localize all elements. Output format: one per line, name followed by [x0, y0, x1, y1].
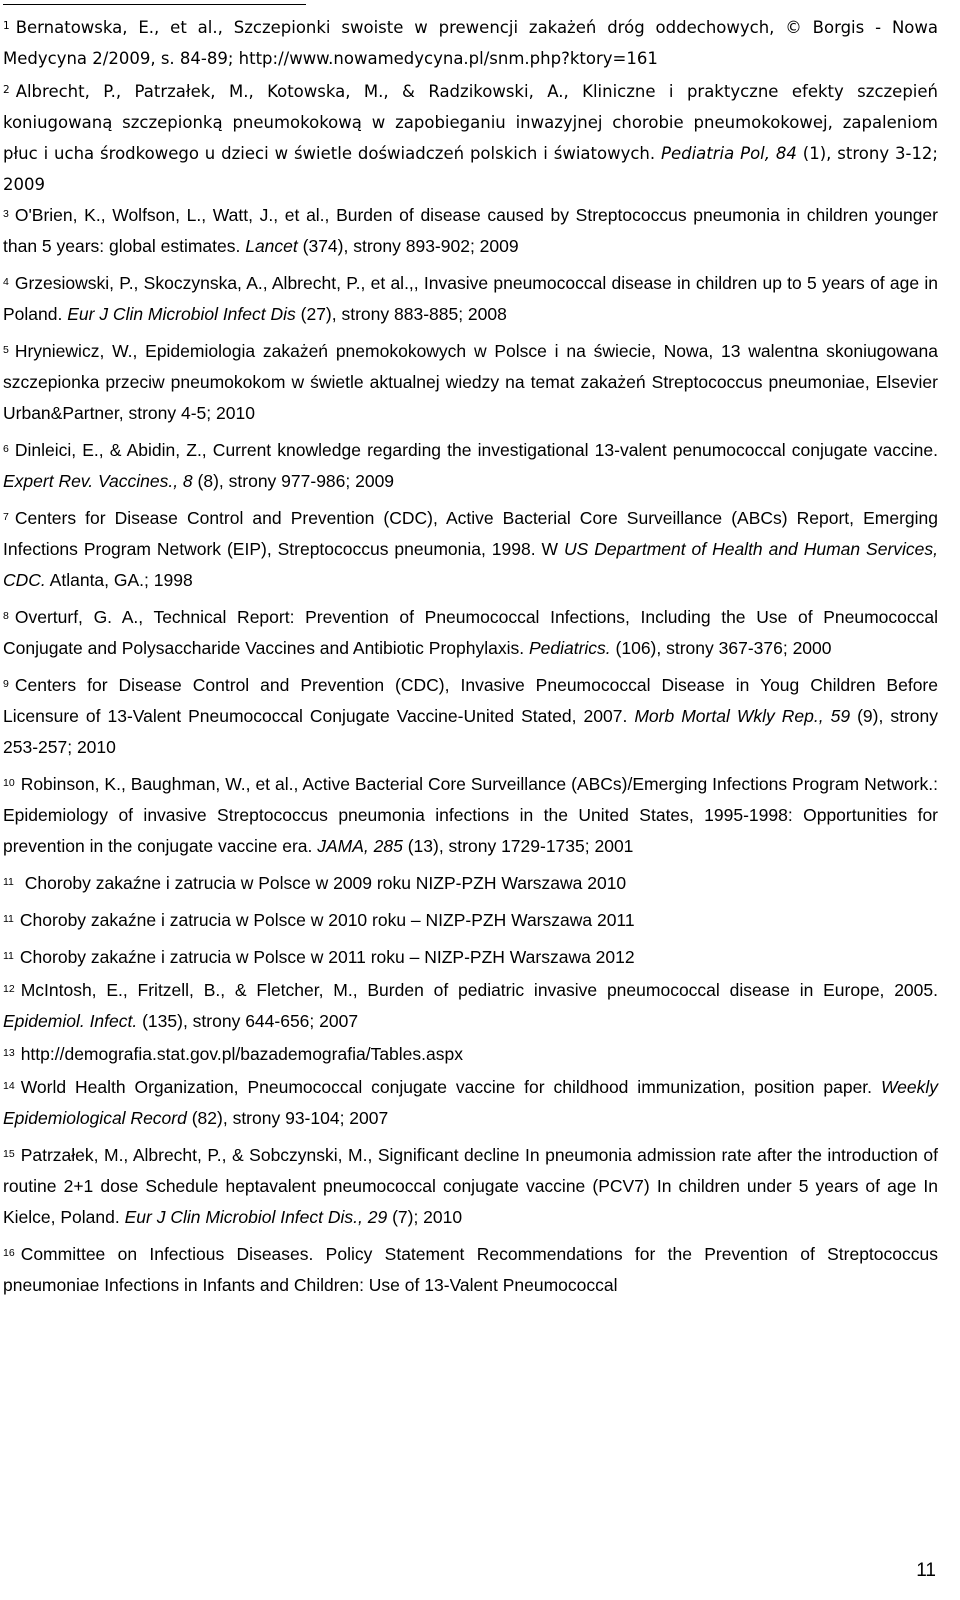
reference-source-italic: Weekly Epidemiological Record: [3, 1077, 938, 1128]
reference-number: 6: [3, 443, 9, 456]
reference-text: (7); 2010: [387, 1207, 463, 1227]
reference-source-italic: Morb Mortal Wkly Rep., 59: [634, 706, 851, 726]
reference-entry: [3, 76, 938, 200]
reference-number: 11: [3, 876, 14, 889]
reference-entry: [3, 1239, 938, 1301]
reference-number: 8: [3, 610, 9, 623]
page-number: 11: [916, 1560, 936, 1581]
reference-text: McIntosh, E., Fritzell, B., & Fletcher, M., Burden of pediatric invasive pneumococcal disease in Europe, 2005.: [20, 980, 938, 1000]
reference-entry: [3, 1039, 938, 1070]
reference-entry: [3, 670, 938, 763]
reference-entry: [3, 12, 938, 74]
reference-text: (106), strony 367-376; 2000: [610, 638, 832, 658]
reference-entry: [3, 268, 938, 330]
reference-entry: [3, 942, 938, 973]
reference-entry: [3, 769, 938, 862]
reference-text: Bernatowska, E., et al., Szczepionki swoiste w prewencji zakażeń dróg oddechowych, © Borgis - Nowa Medycyna 2/2009, s. 84-89; http://www.nowamedycyna.pl/snm.php?ktory=161: [3, 18, 938, 68]
reference-text: (8), strony 977-986; 2009: [192, 471, 395, 491]
reference-number: 11: [3, 913, 14, 926]
reference-text: http://demografia.stat.gov.pl/bazademografia/Tables.aspx: [20, 1044, 463, 1064]
reference-text: Dinleici, E., & Abidin, Z., Current knowledge regarding the investigational 13-valent penumococcal conjugate vaccine.: [14, 440, 938, 460]
reference-source-italic: Epidemiol. Infect.: [3, 1011, 138, 1031]
reference-number: 4: [3, 276, 9, 289]
reference-entry: [3, 868, 938, 899]
reference-text: Atlanta, GA.; 1998: [45, 570, 193, 590]
reference-source-italic: Pediatrics.: [528, 638, 611, 658]
reference-text: Choroby zakaźne i zatrucia w Polsce w 2009 roku NIZP-PZH Warszawa 2010: [19, 873, 627, 893]
reference-source-italic: Pediatria Pol, 84: [661, 144, 797, 163]
reference-number: 1: [3, 20, 10, 33]
reference-text: Overturf, G. A., Technical Report: Prevention of Pneumococcal Infections, Including the Use of Pneumococcal Conjugate and Polysaccharide Vaccines and Antibiotic Prophylaxis.: [3, 607, 938, 658]
reference-entry: [3, 200, 938, 262]
reference-text: (82), strony 93-104; 2007: [186, 1108, 389, 1128]
reference-text: Robinson, K., Baughman, W., et al., Active Bacterial Core Surveillance (ABCs)/Emerging Infections Program Network.: Epidemiology of invasive Streptococcus pneumonia infections in the United States, 1995-1998: Opportunities for prevention in the conjugate vaccine era.: [3, 774, 938, 856]
reference-text: Committee on Infectious Diseases. Policy Statement Recommendations for the Prevention of Streptococcus pneumoniae Infections in Infants and Children: Use of 13-Valent Pneumococcal: [3, 1244, 938, 1295]
footnote-separator-line: [3, 4, 306, 5]
reference-number: 11: [3, 950, 14, 963]
reference-text: Choroby zakaźne i zatrucia w Polsce w 2011 roku – NIZP-PZH Warszawa 2012: [19, 947, 635, 967]
reference-source-italic: JAMA, 285: [317, 836, 403, 856]
reference-text: (9), strony 253-257; 2010: [3, 706, 938, 757]
reference-number: 2: [3, 84, 10, 97]
reference-text: (27), strony 883-885; 2008: [295, 304, 507, 324]
reference-text: Centers for Disease Control and Prevention (CDC), Invasive Pneumococcal Disease in Youg Children Before Licensure of 13-Valent Pneumococcal Conjugate Vaccine-United Stated, 2007.: [3, 675, 938, 726]
reference-number: 3: [3, 208, 9, 221]
reference-text: World Health Organization, Pneumococcal conjugate vaccine for childhood immunization, position paper.: [20, 1077, 881, 1097]
reference-entry: [3, 602, 938, 664]
reference-number: 15: [3, 1148, 15, 1161]
reference-number: 10: [3, 777, 15, 790]
reference-list: [3, 12, 938, 1307]
reference-number: 7: [3, 511, 9, 524]
reference-text: (1), strony 3-12; 2009: [3, 144, 938, 194]
reference-number: 16: [3, 1247, 15, 1260]
reference-text: (13), strony 1729-1735; 2001: [402, 836, 634, 856]
reference-text: (374), strony 893-902; 2009: [297, 236, 519, 256]
reference-text: Centers for Disease Control and Prevention (CDC), Active Bacterial Core Surveillance (ABCs) Report, Emerging Infections Program Network (EIP), Streptococcus pneumonia, 1998. W: [3, 508, 938, 559]
reference-text: Hryniewicz, W., Epidemiologia zakażeń pnemokokowych w Polsce i na świecie, Nowa, 13 walentna skoniugowana szczepionka przeciw pneumokokom w świetle aktualnej wiedzy na temat zakażeń Streptococcus pneumoniae, Elsevier Urban&Partner, strony 4-5; 2010: [3, 341, 938, 423]
reference-number: 14: [3, 1080, 15, 1093]
reference-source-italic: Expert Rev. Vaccines., 8: [3, 471, 193, 491]
reference-entry: [3, 336, 938, 429]
reference-source-italic: Eur J Clin Microbiol Infect Dis: [67, 304, 296, 324]
reference-source-italic: Lancet: [245, 236, 298, 256]
reference-text: Patrzałek, M., Albrecht, P., & Sobczynski, M., Significant decline In pneumonia admission rate after the introduction of routine 2+1 dose Schedule heptavalent pneumococcal conjugate vaccine (PCV7) In children under 5 years of age In Kielce, Poland.: [3, 1145, 938, 1227]
reference-number: 12: [3, 983, 15, 996]
reference-entry: [3, 435, 938, 497]
reference-entry: [3, 905, 938, 936]
reference-text: (135), strony 644-656; 2007: [137, 1011, 359, 1031]
reference-number: 5: [3, 344, 9, 357]
reference-source-italic: Eur J Clin Microbiol Infect Dis., 29: [124, 1207, 388, 1227]
reference-text: Albrecht, P., Patrzałek, M., Kotowska, M., & Radzikowski, A., Kliniczne i praktyczne efekty szczepień koniugowaną szczepionką pneumokokową w zapobieganiu inwazyjnej chorobie pneumokokowej, zapaleniom płuc i ucha środkowego u dzieci w świetle doświadczeń polskich i światowych.: [3, 82, 938, 163]
reference-text: Choroby zakaźne i zatrucia w Polsce w 2010 roku – NIZP-PZH Warszawa 2011: [19, 910, 635, 930]
reference-entry: [3, 503, 938, 596]
reference-entry: [3, 1072, 938, 1134]
reference-number: 13: [3, 1047, 15, 1060]
reference-source-italic: US Department of Health and Human Services, CDC.: [3, 539, 939, 590]
reference-entry: [3, 975, 938, 1037]
reference-text: O'Brien, K., Wolfson, L., Watt, J., et al., Burden of disease caused by Streptococcus pneumonia in children younger than 5 years: global estimates.: [3, 205, 938, 256]
reference-number: 9: [3, 678, 9, 691]
reference-text: Grzesiowski, P., Skoczynska, A., Albrecht, P., et al.,, Invasive pneumococcal disease in children up to 5 years of age in Poland.: [3, 273, 938, 324]
reference-entry: [3, 1140, 938, 1233]
